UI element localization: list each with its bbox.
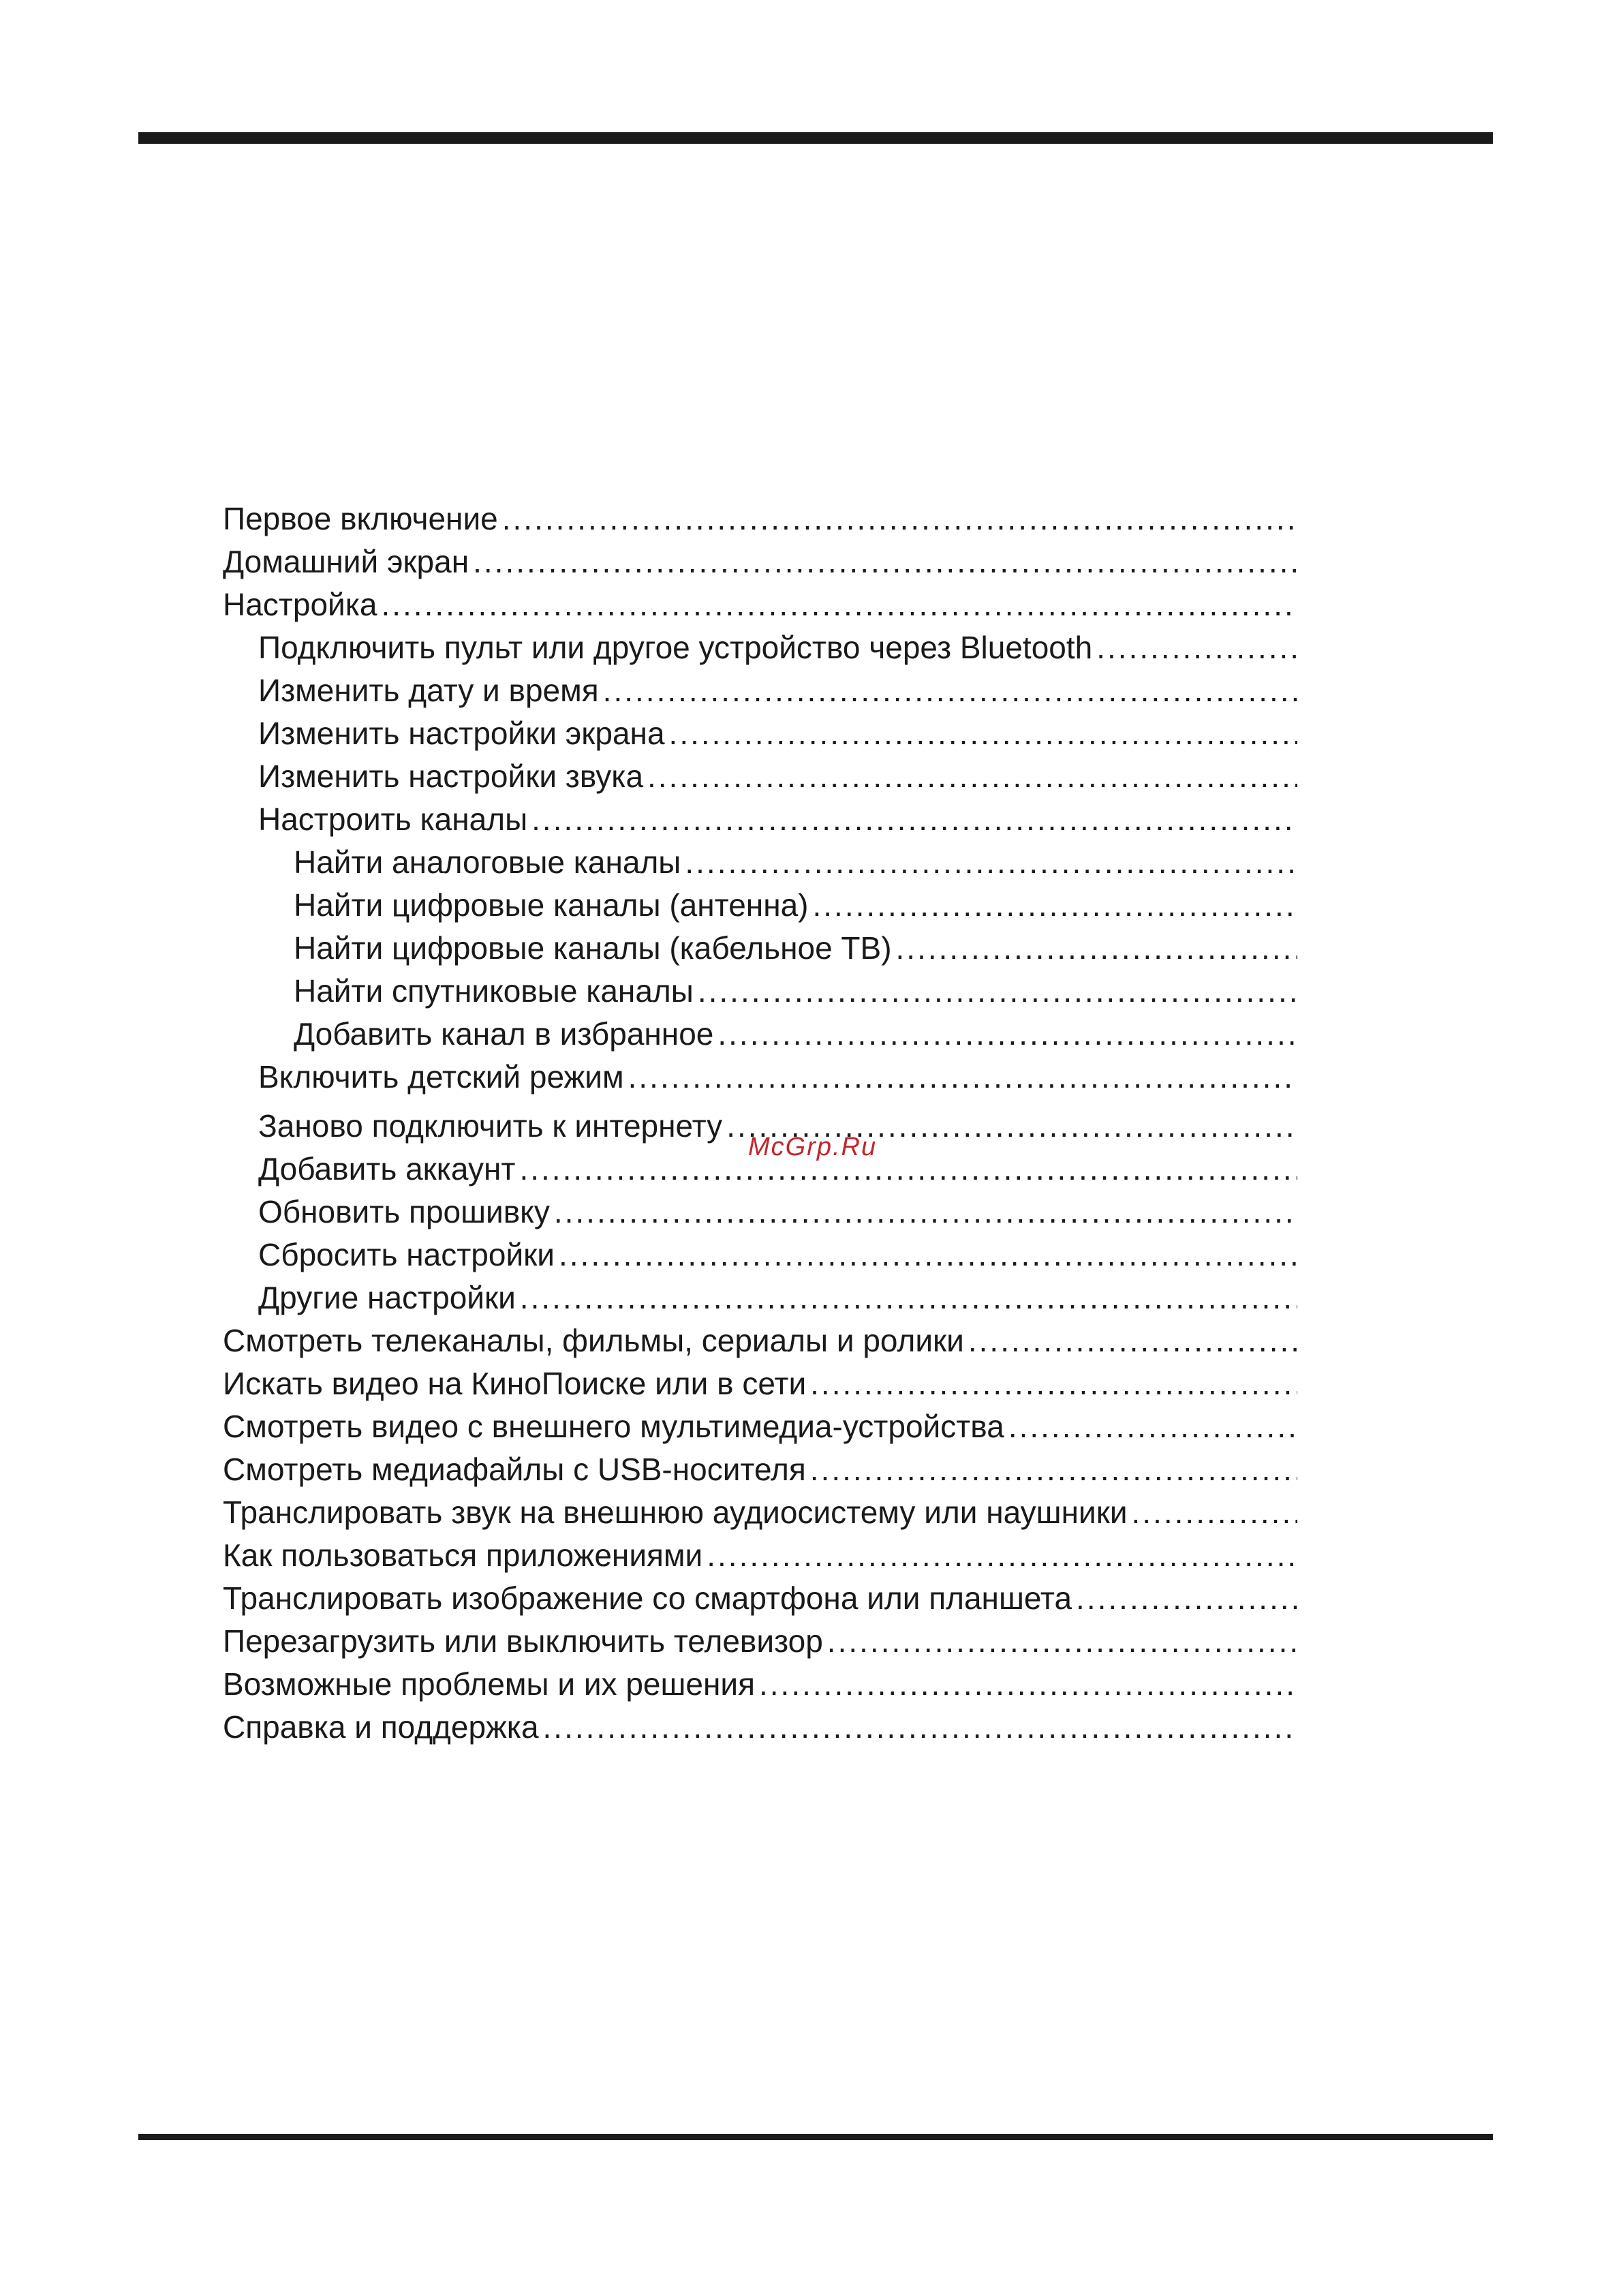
toc-dot-leader (810, 1362, 1297, 1405)
toc-entry-title: Справка и поддержка (223, 1709, 539, 1745)
toc-dot-leader (685, 841, 1297, 884)
toc-entry-title: Первое включение (223, 501, 498, 536)
toc-entry-title: Добавить канал в избранное (294, 1016, 714, 1052)
toc-entry[interactable] (223, 1534, 1297, 1577)
toc-entry[interactable] (223, 927, 1297, 970)
toc-entry[interactable] (223, 798, 1297, 841)
toc-entry-title: Транслировать изображение со смартфона или планшета (223, 1580, 1072, 1616)
toc-dot-leader (519, 1148, 1297, 1191)
toc-entry-title: Смотреть медиафайлы с USB-носителя (223, 1452, 806, 1487)
toc-entry[interactable] (223, 1013, 1297, 1056)
toc-entry[interactable] (223, 1276, 1297, 1319)
toc-dot-leader (559, 1234, 1297, 1276)
toc-dot-leader (759, 1663, 1297, 1706)
toc-entry[interactable] (223, 970, 1297, 1013)
toc-entry-title: Добавить аккаунт (258, 1151, 516, 1187)
toc-entry[interactable] (223, 1191, 1297, 1234)
toc-dot-leader (554, 1191, 1297, 1234)
toc-entry[interactable] (223, 1663, 1297, 1706)
toc-dot-leader (647, 755, 1297, 798)
toc-dot-leader (1008, 1405, 1297, 1448)
toc-entry-title: Перезагрузить или выключить телевизор (223, 1623, 823, 1659)
toc-entry-title: Искать видео на КиноПоиске или в сети (223, 1366, 807, 1401)
toc-dot-leader (813, 884, 1298, 927)
toc-entry[interactable] (223, 1706, 1297, 1749)
toc-entry[interactable] (223, 540, 1297, 583)
toc-entry-title: Возможные проблемы и их решения (223, 1666, 755, 1702)
toc-dot-leader (1096, 626, 1297, 669)
toc-entry[interactable] (223, 884, 1297, 927)
toc-dot-leader (968, 1319, 1297, 1362)
toc-dot-leader (1076, 1577, 1297, 1620)
toc-entry-title: Смотреть видео с внешнего мультимедиа-устройства (223, 1409, 1004, 1444)
toc-entry-title: Найти цифровые каналы (антенна) (294, 887, 809, 923)
toc-entry[interactable] (223, 669, 1297, 712)
bottom-rule (138, 2134, 1493, 2140)
toc-dot-leader (827, 1620, 1297, 1663)
toc-dot-leader (543, 1706, 1297, 1749)
toc-entry[interactable] (223, 626, 1297, 669)
toc-dot-leader (707, 1534, 1297, 1577)
toc-entry[interactable] (223, 841, 1297, 884)
toc-entry-title: Включить детский режим (258, 1059, 624, 1095)
toc-entry-title: Как пользоваться приложениями (223, 1537, 703, 1573)
toc-entry[interactable] (223, 583, 1297, 626)
toc-entry[interactable] (223, 1577, 1297, 1620)
toc-dot-leader (717, 1013, 1297, 1056)
toc-dot-leader (502, 498, 1297, 540)
toc-dot-leader (381, 583, 1297, 626)
toc-entry[interactable] (223, 1620, 1297, 1663)
toc-dot-leader (473, 540, 1297, 583)
toc-entry-title: Изменить дату и время (258, 673, 599, 708)
toc-entry-title: Другие настройки (258, 1280, 516, 1315)
toc-entry[interactable] (223, 1448, 1297, 1491)
toc-entry[interactable] (223, 1362, 1297, 1405)
toc-dot-leader (628, 1056, 1297, 1099)
toc-entry[interactable] (223, 755, 1297, 798)
toc-entry[interactable] (223, 1319, 1297, 1362)
toc-entry[interactable] (223, 1056, 1297, 1099)
toc-entry-title: Изменить настройки экрана (258, 716, 665, 751)
toc-entry-title: Заново подключить к интернету (258, 1108, 723, 1144)
toc-dot-leader (1132, 1491, 1297, 1534)
toc-entry-title: Обновить прошивку (258, 1194, 550, 1229)
toc-entry-title: Настройка (223, 587, 377, 622)
toc-entry-title: Подключить пульт или другое устройство через Bluetooth (258, 630, 1093, 665)
toc-entry-title: Сбросить настройки (258, 1237, 555, 1272)
toc-dot-leader (810, 1448, 1297, 1491)
table-of-contents (223, 498, 1297, 1749)
toc-entry[interactable] (223, 712, 1297, 755)
toc-entry-title: Найти спутниковые каналы (294, 973, 694, 1009)
toc-dot-leader (531, 798, 1297, 841)
toc-entry[interactable] (223, 1405, 1297, 1448)
toc-entry-title: Найти аналоговые каналы (294, 844, 681, 880)
toc-dot-leader (520, 1276, 1297, 1319)
toc-entry-title: Найти цифровые каналы (кабельное ТВ) (294, 930, 892, 966)
top-rule (138, 132, 1493, 144)
toc-entry[interactable] (223, 1491, 1297, 1534)
toc-dot-leader (669, 712, 1297, 755)
toc-dot-leader (896, 927, 1297, 970)
toc-entry-title: Транслировать звук на внешнюю аудиосистему или наушники (223, 1495, 1128, 1530)
watermark-text: McGrp.Ru (748, 1133, 878, 1161)
toc-dot-leader (603, 669, 1297, 712)
toc-entry[interactable] (223, 1234, 1297, 1276)
toc-entry-title: Изменить настройки звука (258, 759, 644, 794)
toc-entry-title: Домашний экран (223, 544, 469, 579)
toc-dot-leader (698, 970, 1297, 1013)
toc-entry-title: Смотреть телеканалы, фильмы, сериалы и ролики (223, 1323, 964, 1358)
toc-entry[interactable] (223, 498, 1297, 540)
toc-entry-title: Настроить каналы (258, 801, 528, 837)
